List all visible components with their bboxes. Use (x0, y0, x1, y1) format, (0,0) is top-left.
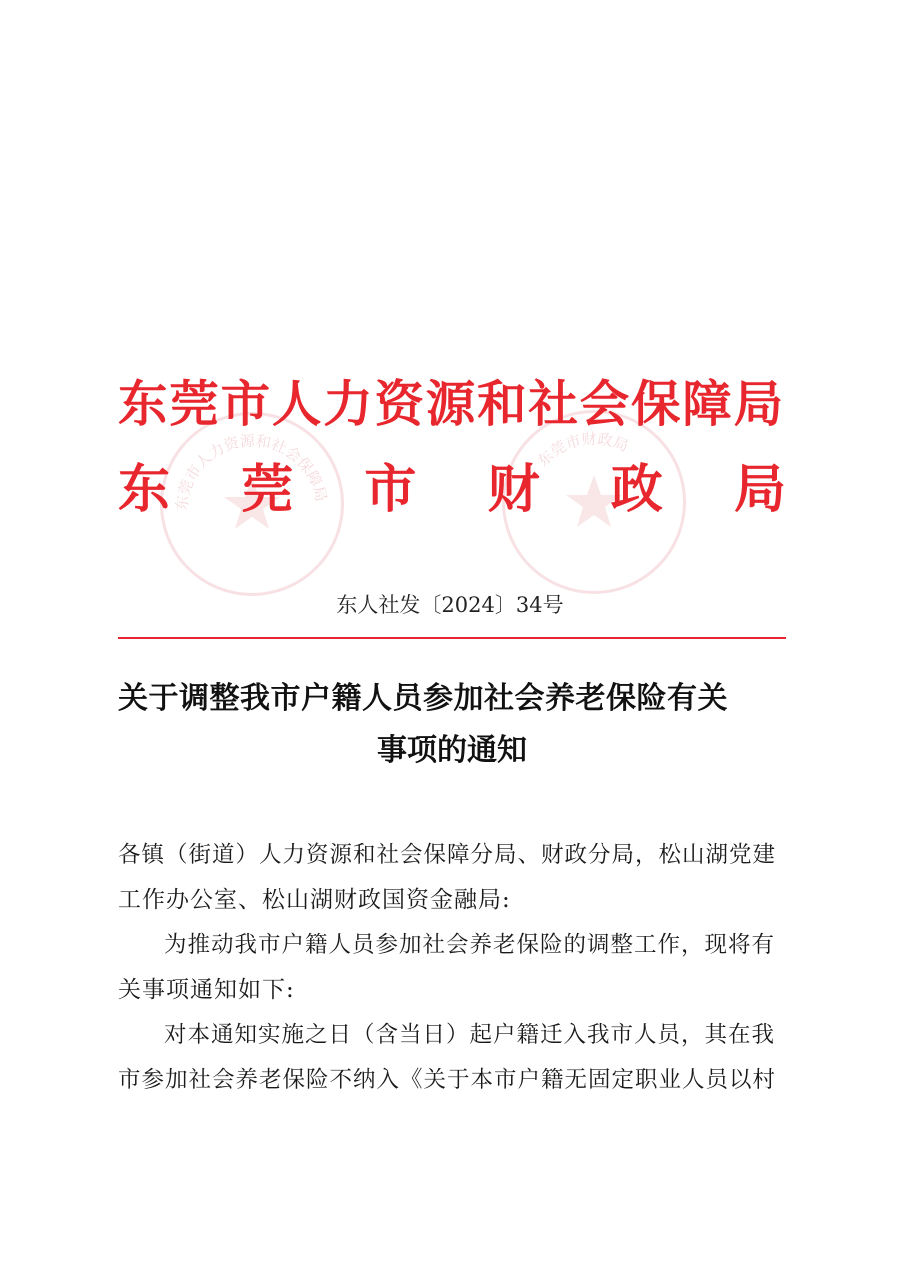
svg-text:东莞市人力资源和社会保障局: 东莞市人力资源和社会保障局 (172, 431, 331, 512)
svg-text:东莞市财政局: 东莞市财政局 (533, 429, 632, 471)
issuer-title-hrss: 东莞市人力资源和社会保障局 (118, 375, 785, 433)
issuer-char: 东 (118, 460, 171, 520)
notice-body (118, 833, 786, 1103)
issuer-char: 局 (733, 460, 786, 520)
document-number: 东人社发〔2024〕34号 (336, 593, 564, 617)
issuer-char: 政 (610, 460, 663, 520)
red-divider-line (118, 637, 786, 639)
addressee-line-2: 工作办公室、松山湖财政国资金融局: (118, 887, 511, 913)
paragraph-1-line-1: 为推动我市户籍人员参加社会养老保险的调整工作，现将有 (164, 932, 776, 958)
paragraph-1-line-2: 关事项通知如下: (118, 977, 295, 1003)
paragraph-2-line-1: 对本通知实施之日（含当日）起户籍迁入我市人员，其在我 (164, 1022, 776, 1048)
notice-title-line-1: 关于调整我市户籍人员参加社会养老保险有关 (118, 681, 728, 716)
issuer-char: 莞 (241, 460, 294, 520)
issuer-title-finance (118, 458, 786, 522)
issuer-char: 市 (364, 460, 417, 520)
paragraph-2-line-2: 市参加社会养老保险不纳入《关于本市户籍无固定职业人员以村 (118, 1067, 777, 1093)
notice-title-line-2: 事项的通知 (377, 733, 527, 768)
issuer-char: 财 (487, 460, 540, 520)
addressee-line-1: 各镇（街道）人力资源和社会保障分局、财政分局，松山湖党建 (118, 842, 777, 868)
notice-title (118, 673, 786, 777)
